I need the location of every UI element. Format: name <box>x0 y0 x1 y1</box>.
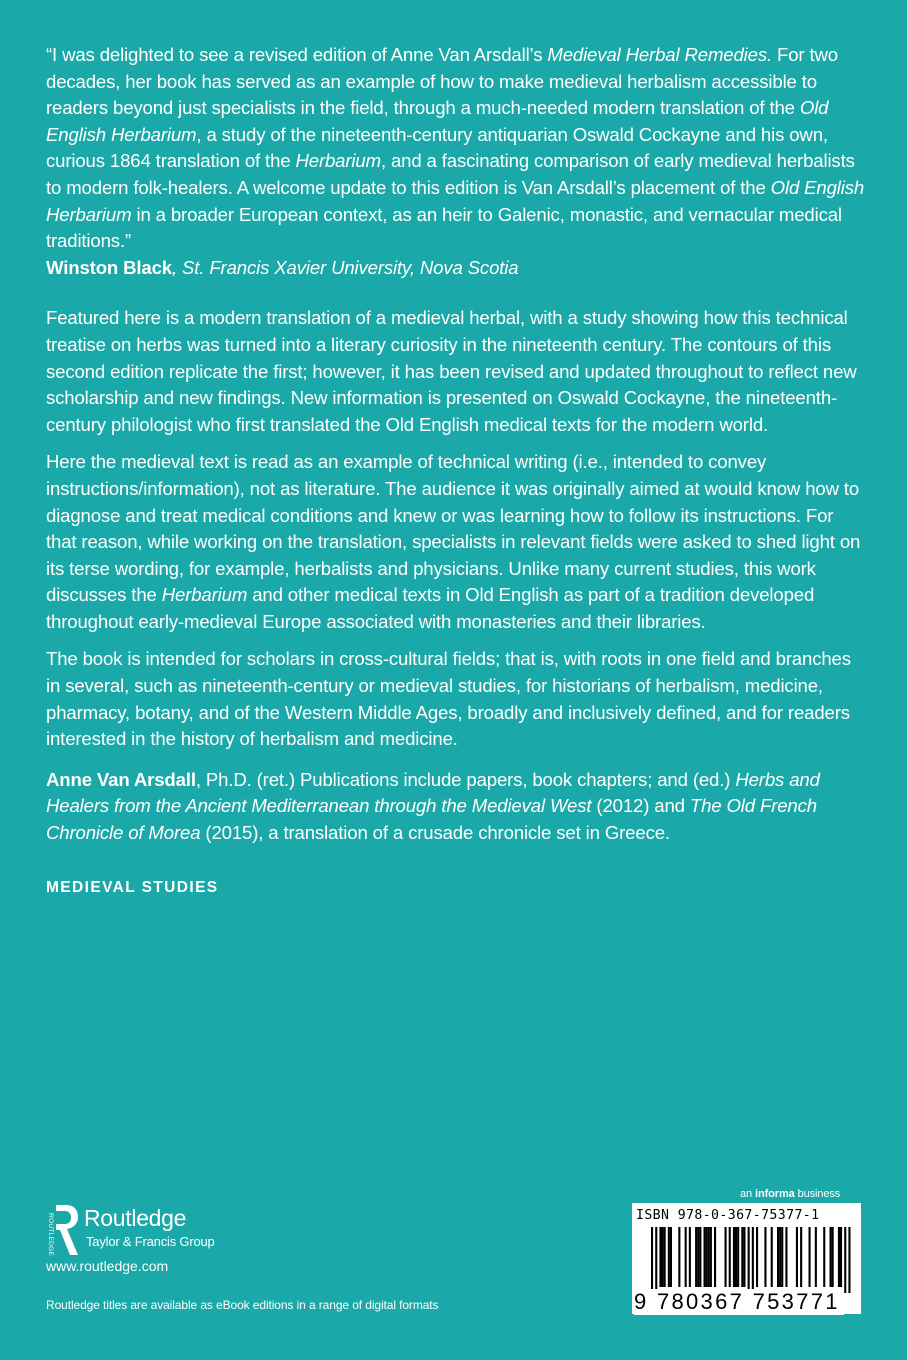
isbn-barcode <box>632 1203 861 1314</box>
barcode-bar <box>844 1227 846 1293</box>
barcode-bar <box>668 1227 670 1287</box>
barcode-bar <box>689 1227 691 1287</box>
barcode-bar <box>752 1227 754 1293</box>
subject-category: MEDIEVAL STUDIES <box>46 878 219 896</box>
cover-text <box>46 42 866 901</box>
svg-text:ROUTLEDGE: ROUTLEDGE <box>47 1213 54 1257</box>
barcode-bar <box>704 1227 706 1287</box>
barcode-bar <box>823 1227 825 1287</box>
barcode-bar <box>735 1227 737 1287</box>
barcode-number: 9 780367 753771 <box>634 1289 844 1315</box>
publisher-group: Taylor & Francis Group <box>86 1234 215 1249</box>
barcode-bar <box>659 1227 661 1287</box>
isbn-label: ISBN 978-0-367-75377-1 <box>636 1208 820 1223</box>
barcode-bar <box>756 1227 758 1287</box>
barcode-bar <box>651 1227 653 1293</box>
author-bio: Anne Van Arsdall, Ph.D. (ret.) Publications include papers, book chapters; and (ed.) Herbs and Healers from the Ancient Mediterranean through the Medieval West (2012) and The Old French Chronicle of Morea (2015), a translation of a crusade chronicle set in Greece. <box>46 768 820 844</box>
description-paragraph-2: Here the medieval text is read as an example of technical writing (i.e., intended to convey instructions/information), not as literature. The audience it was originally aimed at would know how to diagnose and treat medical conditions and knew or was learning how to follow its instructions. For that reason, while working on the translation, specialists in relevant fields were asked to shed light on its terse wording, for example, herbalists and physicians. Unlike many current studies, this work discusses the Herbarium and other medical texts in Old English as part of a tradition developed throughout early-medieval Europe associated with monasteries and their libraries. <box>46 451 861 632</box>
barcode-bar <box>737 1227 739 1287</box>
barcode-bar <box>832 1227 834 1287</box>
barcode-bar <box>785 1227 787 1287</box>
endorsement-quote: “I was delighted to see a revised edition of Anne Van Arsdall’s Medieval Herbal Remedies. For two decades, her book has served as an example of how to make medieval herbalism accessible to readers beyond just specialists in the field, through a much-needed modern translation of the Old English Herbarium, a study of the nineteenth-century antiquarian Oswald Cockayne and his own, curious 1864 translation of the Herbarium, and a fascinating comparison of early medieval herbalists to modern folk-healers. A welcome update to this edition is Van Arsdall’s placement of the Old English Herbarium in a broader European context, as an heir to Galenic, monastic, and vernacular medical traditions.” Winston Black, St. Francis Xavier University, Nova Scotia <box>46 44 865 278</box>
barcode-bar <box>729 1227 731 1287</box>
barcode-bar <box>699 1227 701 1287</box>
barcode-bar <box>800 1227 802 1287</box>
barcode-bar <box>743 1227 745 1287</box>
barcode-bar <box>779 1227 781 1287</box>
barcode-bar <box>710 1227 712 1287</box>
publisher-website: www.routledge.com <box>46 1258 169 1274</box>
barcode-bar <box>685 1227 687 1287</box>
barcode-bar <box>725 1227 727 1287</box>
ebook-note: Routledge titles are available as eBook editions in a range of digital formats <box>46 1298 439 1312</box>
barcode-bar <box>662 1227 664 1287</box>
description-paragraph-1: Featured here is a modern translation of a medieval herbal, with a study showing how this technical treatise on herbs was turned into a literary curiosity in the nineteenth century. The contours of this second edition replicate the first; however, it has been revised and updated throughout to reflect new scholarship and new findings. New information is presented on Oswald Cockayne, the nineteenth-century philologist who first translated the Old English medical texts for the modern world. <box>46 307 857 435</box>
barcode-bar <box>748 1227 750 1293</box>
author-name: Anne Van Arsdall <box>46 768 196 790</box>
barcode-bar <box>796 1227 798 1287</box>
barcode-bar <box>706 1227 708 1287</box>
barcode-bar <box>777 1227 779 1287</box>
barcode-bar <box>781 1227 783 1287</box>
barcode-bar <box>840 1227 842 1287</box>
barcode-bar <box>733 1227 735 1287</box>
barcode-bar <box>714 1227 716 1287</box>
barcode-bar <box>830 1227 832 1287</box>
barcode-bar <box>848 1227 850 1293</box>
routledge-r-logo-icon <box>44 1203 80 1257</box>
barcode-bar <box>741 1227 743 1287</box>
endorser-name: Winston Black <box>46 256 172 278</box>
barcode-bar <box>670 1227 672 1287</box>
endorser-affiliation: , St. Francis Xavier University, Nova Scotia <box>172 256 519 278</box>
barcode-bars <box>632 1227 861 1293</box>
barcode-bar <box>697 1227 699 1287</box>
description-paragraph-3: The book is intended for scholars in cross-cultural fields; that is, with roots in one field and branches in several, such as nineteenth-century or medieval studies, for historians of herbalism, medicine, pharmacy, botany, and of the Western Middle Ages, broadly and inclusively defined, and for readers interested in the history of herbalism and medicine. <box>46 648 851 750</box>
barcode-bar <box>815 1227 817 1287</box>
barcode-bar <box>655 1227 657 1293</box>
barcode-bar <box>664 1227 666 1287</box>
barcode-bar <box>771 1227 773 1287</box>
barcode-bar <box>678 1227 680 1287</box>
barcode-bar <box>708 1227 710 1287</box>
publisher-name: Routledge <box>84 1205 187 1231</box>
barcode-bar <box>809 1227 811 1287</box>
informa-label: an informa business <box>740 1188 841 1200</box>
routledge-logo <box>44 1203 264 1259</box>
barcode-bar <box>838 1227 840 1287</box>
barcode-bar <box>695 1227 697 1287</box>
barcode-bar <box>764 1227 766 1287</box>
